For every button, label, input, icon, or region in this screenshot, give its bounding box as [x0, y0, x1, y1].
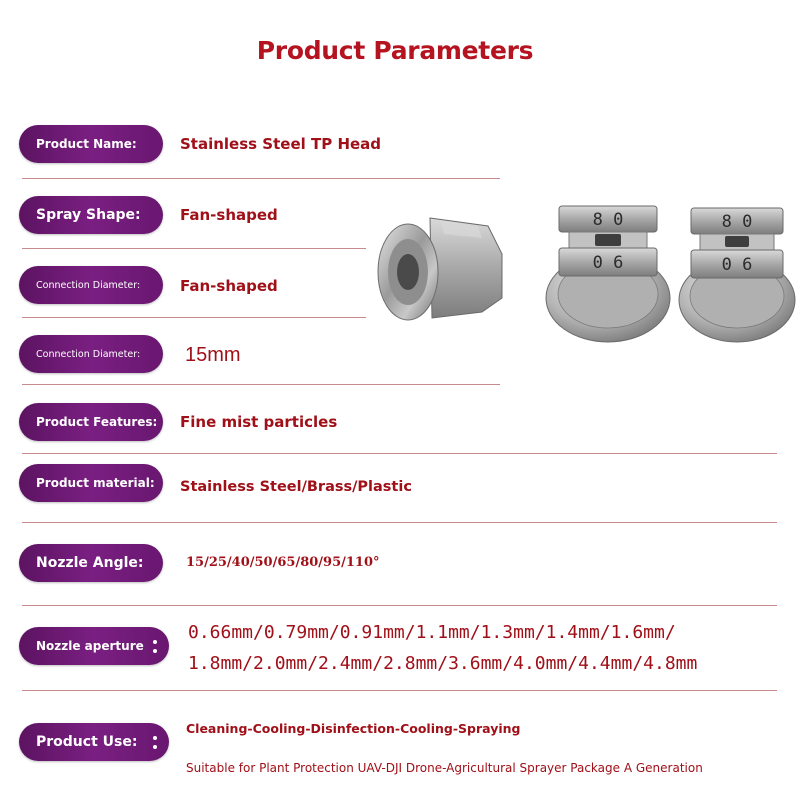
label-text: Product material:: [36, 476, 155, 490]
nozzle-front-image-2: [679, 208, 795, 342]
divider: [22, 605, 777, 606]
label-text: Spray Shape:: [36, 207, 141, 223]
colon-dots-icon: [153, 736, 157, 750]
value-nozzle-aperture-line-1: 0.66mm/0.79mm/0.91mm/1.1mm/1.3mm/1.4mm/1.6mm/: [188, 622, 676, 643]
label-text: Product Name:: [36, 137, 137, 151]
label-spray-shape: [19, 196, 163, 234]
nozzle-marking-bottom: 0 6: [592, 253, 624, 273]
value-connection-diameter-1: Fan-shaped: [180, 277, 278, 295]
label-product-features: [19, 403, 163, 441]
divider: [22, 317, 366, 318]
value-product-features: Fine mist particles: [180, 413, 338, 431]
nozzle-marking-top: 8 0: [592, 210, 624, 230]
value-nozzle-aperture-line-2: 1.8mm/2.0mm/2.4mm/2.8mm/3.6mm/4.0mm/4.4mm/4.8mm: [188, 653, 698, 674]
label-nozzle-aperture: [19, 627, 169, 665]
value-product-use-line-2: Suitable for Plant Protection UAV-DJI Drone-Agricultural Sprayer Package A Generation: [186, 761, 703, 775]
divider: [22, 690, 777, 691]
nozzle-front-image: [546, 206, 670, 342]
divider: [22, 248, 366, 249]
nozzle-side-image: [378, 218, 502, 320]
label-text: Connection Diameter:: [36, 279, 141, 291]
divider: [22, 522, 777, 523]
label-text: Nozzle Angle:: [36, 555, 144, 571]
label-product-name: [19, 125, 163, 163]
value-connection-diameter-2: 15mm: [185, 344, 241, 366]
label-text: Nozzle aperture: [36, 639, 144, 653]
value-product-name: Stainless Steel TP Head: [180, 135, 382, 153]
product-illustration: [370, 190, 800, 350]
label-text: Connection Diameter:: [36, 348, 141, 360]
nozzle-marking-top: 8 0: [721, 212, 753, 232]
value-nozzle-angle: 15/25/40/50/65/80/95/110°: [186, 555, 380, 570]
label-nozzle-angle: [19, 544, 163, 582]
label-text: Product Features:: [36, 415, 158, 429]
label-product-use: [19, 723, 169, 761]
divider: [22, 178, 500, 179]
nozzle-marking-bottom: 0 6: [721, 255, 753, 275]
label-product-material: [19, 464, 163, 502]
value-spray-shape: Fan-shaped: [180, 206, 278, 224]
label-connection-diameter-1: [19, 266, 163, 304]
product-images: [370, 190, 800, 350]
page-title: Product Parameters: [256, 36, 534, 65]
value-product-use-line-1: Cleaning-Cooling-Disinfection-Cooling-Spraying: [186, 721, 521, 736]
label-text: Product Use:: [36, 734, 138, 750]
divider: [22, 453, 777, 454]
label-connection-diameter-2: [19, 335, 163, 373]
value-product-material: Stainless Steel/Brass/Plastic: [180, 479, 412, 495]
divider: [22, 384, 500, 385]
colon-dots-icon: [153, 640, 157, 654]
